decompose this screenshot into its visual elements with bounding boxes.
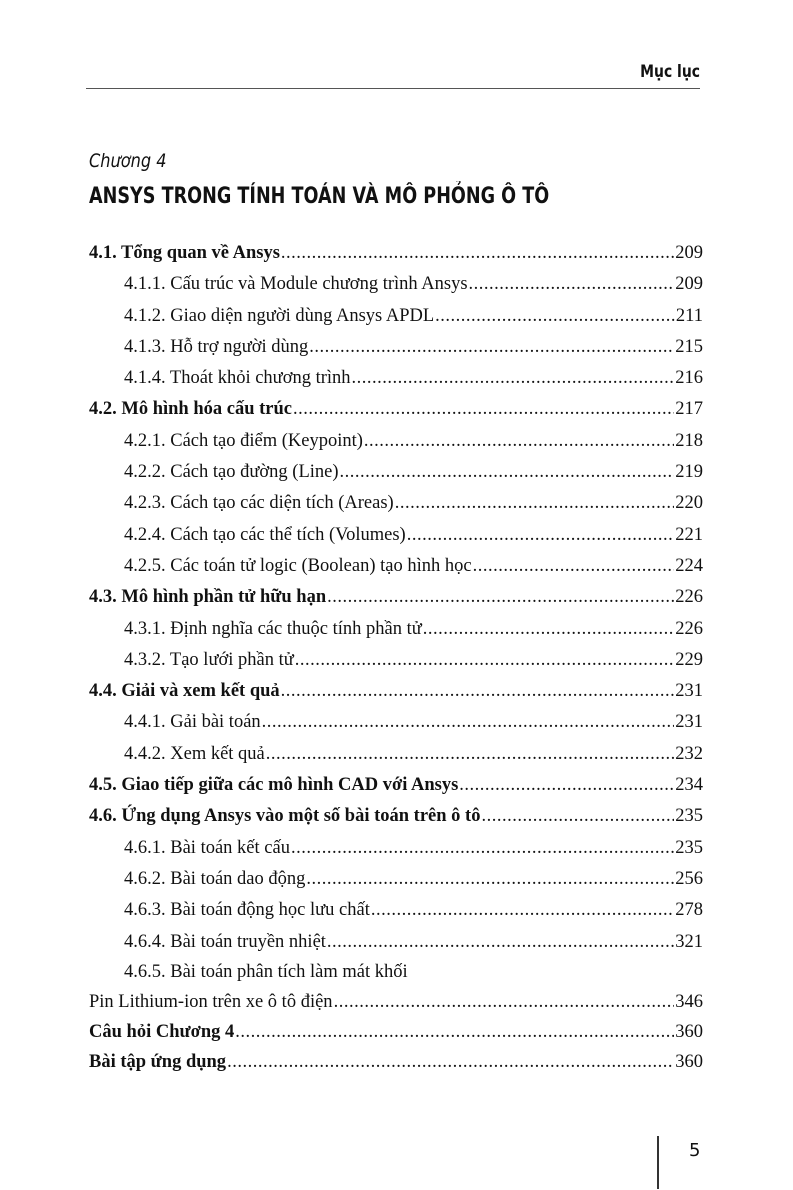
toc-entry-page: 234 <box>675 775 703 796</box>
toc-entry[interactable] <box>89 394 703 425</box>
toc-entry[interactable] <box>89 457 703 488</box>
toc-entry-title: 4.2.3. Cách tạo các diện tích (Areas) <box>124 493 394 514</box>
toc-entry[interactable] <box>89 301 703 332</box>
leader-dots <box>281 238 674 269</box>
toc-entry-title: 4.6. Ứng dụng Ansys vào một số bài toán trên ô tô <box>89 806 481 827</box>
toc-entry[interactable] <box>89 488 703 519</box>
toc-entry-page: 235 <box>675 837 703 858</box>
toc-entry[interactable] <box>89 1047 703 1077</box>
leader-dots <box>266 739 674 770</box>
toc-entry-page: 231 <box>675 712 703 733</box>
toc-entry-title: 4.4.1. Gải bài toán <box>124 712 261 733</box>
toc-entry-page: 232 <box>675 743 703 764</box>
leader-dots <box>327 582 674 613</box>
toc-entry-title: 4.1.2. Giao diện người dùng Ansys APDL <box>124 305 435 326</box>
leader-dots <box>262 707 675 738</box>
toc-entry[interactable] <box>89 582 703 613</box>
toc-entry-page: 360 <box>675 1021 703 1042</box>
toc-entry-title: 4.6.1. Bài toán kết cấu <box>124 837 290 858</box>
toc-entry[interactable] <box>89 676 703 707</box>
toc-entry[interactable] <box>89 864 703 895</box>
leader-dots <box>371 895 674 926</box>
chapter-title: ANSYS TRONG TÍNH TOÁN VÀ MÔ PHỎNG Ô TÔ <box>89 184 550 209</box>
toc-entry-title: 4.1.1. Cấu trúc và Module chương trình Ansys <box>124 274 468 295</box>
header-rule <box>86 88 700 89</box>
toc-entry-title: 4.4.2. Xem kết quả <box>124 743 265 764</box>
toc-entry-wrapped-second-line[interactable] <box>89 987 703 1017</box>
leader-dots <box>293 394 674 425</box>
leader-dots <box>469 269 675 300</box>
toc-entry-page: 229 <box>675 649 703 670</box>
leader-dots <box>281 676 675 707</box>
toc-entry[interactable] <box>89 332 703 363</box>
leader-dots <box>306 864 674 895</box>
leader-dots <box>473 551 675 582</box>
leader-dots <box>352 363 675 394</box>
leader-dots <box>334 987 675 1017</box>
toc-entry[interactable] <box>89 269 703 300</box>
toc-entry-page: 224 <box>675 555 703 576</box>
toc-entry-title: 4.6.2. Bài toán dao động <box>124 868 306 889</box>
toc-entry-title: 4.6.4. Bài toán truyền nhiệt <box>124 931 326 952</box>
header-title: Mục lục <box>640 62 700 82</box>
toc-entry[interactable] <box>89 551 703 582</box>
toc-entry-page: 235 <box>675 806 703 827</box>
toc-entry[interactable] <box>89 520 703 551</box>
leader-dots <box>435 301 675 332</box>
toc-entry-title: Bài tập ứng dụng <box>89 1051 227 1072</box>
toc-entry-title: 4.6.3. Bài toán động học lưu chất <box>124 900 370 921</box>
toc-entry-page: 217 <box>675 399 703 420</box>
toc-entry[interactable] <box>89 426 703 457</box>
toc-entry-page: 220 <box>675 493 703 514</box>
toc-entry-page: 209 <box>675 274 703 295</box>
leader-dots <box>291 833 674 864</box>
leader-dots <box>235 1017 674 1047</box>
leader-dots <box>295 645 674 676</box>
toc-entry-title: 4.3.2. Tạo lưới phần tử <box>124 649 294 670</box>
toc-entry[interactable] <box>89 1017 703 1047</box>
toc-entry[interactable] <box>89 238 703 269</box>
toc-entry[interactable] <box>89 801 703 832</box>
leader-dots <box>395 488 675 519</box>
toc-entry[interactable] <box>89 645 703 676</box>
leader-dots <box>340 457 675 488</box>
toc-entry-page: 211 <box>675 305 703 326</box>
toc-entry-title: 4.1. Tổng quan về Ansys <box>89 243 280 263</box>
toc-entry[interactable] <box>89 895 703 926</box>
toc-entry-title: 4.2.1. Cách tạo điểm (Keypoint) <box>124 430 363 451</box>
toc-entry-title: Pin Lithium-ion trên xe ô tô điện <box>89 991 333 1012</box>
toc-entry-title: 4.4. Giải và xem kết quả <box>89 681 280 702</box>
toc-entry-page: 219 <box>675 462 703 483</box>
toc-entry-page: 278 <box>675 900 703 921</box>
toc-entry-title: 4.2.4. Cách tạo các thể tích (Volumes) <box>124 524 406 545</box>
leader-dots <box>481 801 674 832</box>
chapter-label: Chương 4 <box>89 150 167 172</box>
toc-entry[interactable] <box>89 739 703 770</box>
toc-entry-page: 346 <box>675 991 703 1012</box>
toc-entry-title: 4.3. Mô hình phần tử hữu hạn <box>89 587 327 608</box>
leader-dots <box>407 520 675 551</box>
toc-entry-page: 231 <box>675 681 703 702</box>
toc-entry[interactable] <box>89 833 703 864</box>
toc-entry-page: 215 <box>675 336 703 357</box>
leader-dots <box>459 770 674 801</box>
toc-entry-wrapped-first-line[interactable]: 4.6.5. Bài toán phân tích làm mát khối <box>124 961 408 982</box>
toc-entry-page: 209 <box>675 243 703 263</box>
toc-entry-page: 226 <box>675 618 703 639</box>
toc-entry-page: 218 <box>675 430 703 451</box>
leader-dots <box>364 426 674 457</box>
toc-entry-title: 4.5. Giao tiếp giữa các mô hình CAD với Ansys <box>89 775 459 796</box>
toc-entry-page: 360 <box>675 1051 703 1072</box>
toc-entry[interactable] <box>89 770 703 801</box>
toc-entry-title: 4.1.4. Thoát khỏi chương trình <box>124 368 351 389</box>
toc-entry-title: 4.3.1. Định nghĩa các thuộc tính phần tử <box>124 618 422 639</box>
toc-entry-title: 4.2.5. Các toán tử logic (Boolean) tạo hình học <box>124 555 472 576</box>
toc-entry-page: 256 <box>675 868 703 889</box>
toc-entry-title: 4.2.2. Cách tạo đường (Line) <box>124 462 339 483</box>
toc-entry[interactable] <box>89 927 703 958</box>
toc-entry-title: 4.2. Mô hình hóa cấu trúc <box>89 399 293 420</box>
leader-dots <box>309 332 674 363</box>
table-of-contents <box>89 238 703 1077</box>
toc-entry-title: 4.1.3. Hỗ trợ người dùng <box>124 336 309 357</box>
toc-entry[interactable] <box>89 614 703 645</box>
toc-entry-page: 221 <box>675 524 703 545</box>
page-number-bar <box>657 1136 659 1189</box>
toc-entry[interactable] <box>89 363 703 394</box>
toc-entry-page: 226 <box>675 587 703 608</box>
toc-entry-page: 216 <box>675 368 703 389</box>
leader-dots <box>227 1047 674 1077</box>
toc-entry[interactable] <box>89 707 703 738</box>
toc-entry-page: 321 <box>675 931 703 952</box>
page-number: 5 <box>689 1140 701 1161</box>
leader-dots <box>327 927 674 958</box>
toc-entry-title: Câu hỏi Chương 4 <box>89 1021 235 1042</box>
leader-dots <box>423 614 675 645</box>
